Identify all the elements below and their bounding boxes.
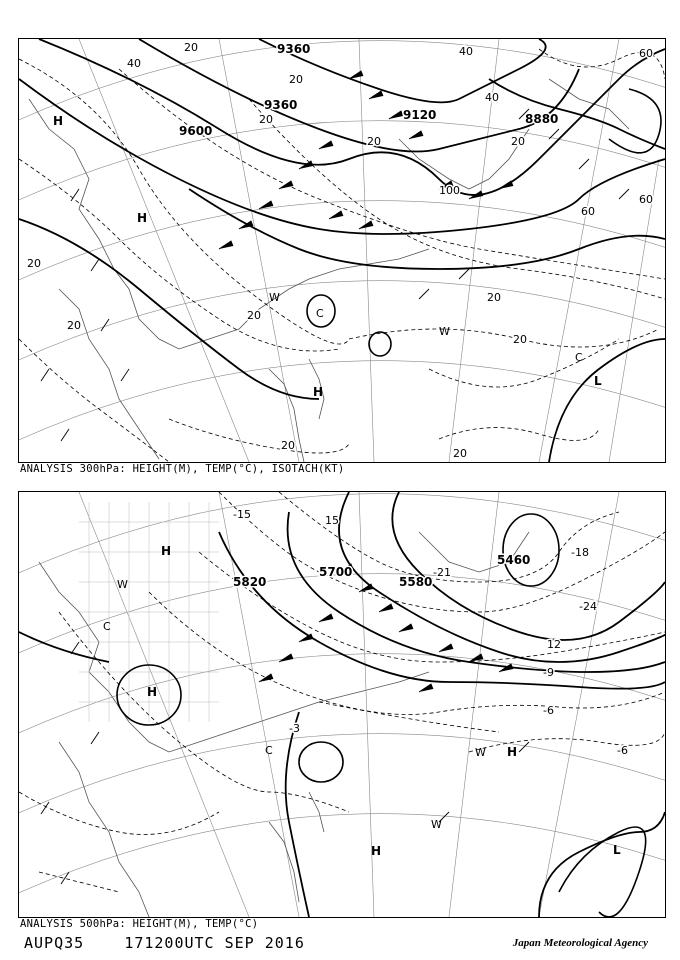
isotach-label: 20: [367, 135, 381, 148]
high-center-marker: H: [313, 385, 324, 399]
height-label: 8880: [525, 112, 559, 126]
isotherm-label: 15: [325, 514, 339, 527]
isotach-label: 60: [581, 205, 595, 218]
cold-center-marker: C: [103, 620, 111, 633]
high-center-marker: H: [161, 544, 172, 558]
height-labels: [233, 553, 530, 589]
low-center-marker: L: [613, 843, 621, 857]
isotach-label: 20: [453, 447, 467, 460]
high-center-marker: H: [53, 114, 64, 128]
coastline: [29, 79, 629, 462]
isotach-label: 60: [639, 193, 653, 206]
isotach-label: 20: [247, 309, 261, 322]
height-label: 5820: [233, 575, 267, 589]
isotach-label: 40: [459, 45, 473, 58]
height-label: 9600: [179, 124, 213, 138]
cold-center-marker: C: [265, 744, 273, 757]
low-center-marker: L: [594, 374, 602, 388]
isotherm-label: -24: [579, 600, 597, 613]
high-center-marker: H: [507, 745, 518, 759]
caption-500hpa: ANALYSIS 500hPa: HEIGHT(M), TEMP(°C): [20, 918, 259, 930]
agency-name: Japan Meteorological Agency: [512, 937, 648, 949]
isotach-label: 20: [281, 439, 295, 452]
closed-contours: [117, 514, 646, 917]
isotach-label: 40: [485, 91, 499, 104]
isotherm-label: -9: [543, 666, 554, 679]
height-label: 5580: [399, 575, 433, 589]
graticule: [19, 39, 665, 462]
isotach-label: 100: [439, 184, 460, 197]
height-contours: [19, 39, 665, 462]
warm-center-marker: W: [439, 325, 450, 338]
isotach-label: 20: [511, 135, 525, 148]
high-center-marker: H: [147, 685, 158, 699]
height-label: 5460: [497, 553, 531, 567]
isotherm-labels: [233, 508, 628, 757]
isotach-label: 20: [67, 319, 81, 332]
high-center-marker: H: [371, 844, 382, 858]
height-label: 9120: [403, 108, 437, 122]
caption-300hpa: ANALYSIS 300hPa: HEIGHT(M), TEMP(°C), ISOTACH(KT): [20, 463, 345, 475]
isotach-label: 40: [127, 57, 141, 70]
cold-center-marker: C: [316, 307, 324, 320]
isotherm-label: 12: [547, 638, 561, 651]
map-300hpa-canvas: [19, 39, 665, 462]
wind-barbs: [41, 71, 629, 441]
warm-center-marker: W: [117, 578, 128, 591]
map-500hpa-canvas: [19, 492, 665, 917]
warm-center-marker: W: [475, 746, 486, 759]
warm-center-marker: W: [431, 818, 442, 831]
isotach-label: 20: [259, 113, 273, 126]
height-label: 5700: [319, 565, 353, 579]
warm-center-marker: W: [269, 291, 280, 304]
isotach-label: 20: [487, 291, 501, 304]
isotherm-label: -6: [617, 744, 628, 757]
isotach-label: 20: [184, 41, 198, 54]
cold-center-marker: C: [575, 351, 583, 364]
isotherm-label: -6: [543, 704, 554, 717]
isotherm-label: -21: [433, 566, 451, 579]
isotach-label: 60: [639, 47, 653, 60]
isotherm-label: -3: [289, 722, 300, 735]
high-center-marker: H: [137, 211, 148, 225]
isotherm-label: -15: [233, 508, 251, 521]
height-labels: [179, 42, 558, 138]
valid-time: 171200UTC SEP 2016: [124, 934, 305, 952]
map-300hpa: [18, 38, 666, 463]
chart-header: [24, 934, 305, 952]
isotach-label: 20: [513, 333, 527, 346]
height-label: 9360: [264, 98, 298, 112]
map-500hpa: [18, 491, 666, 918]
isotach-label: 20: [27, 257, 41, 270]
height-label: 9360: [277, 42, 311, 56]
isotherm-label: -18: [571, 546, 589, 559]
chart-id: AUPQ35: [24, 934, 85, 952]
isotach-label: 20: [289, 73, 303, 86]
closed-contours: [307, 89, 661, 356]
